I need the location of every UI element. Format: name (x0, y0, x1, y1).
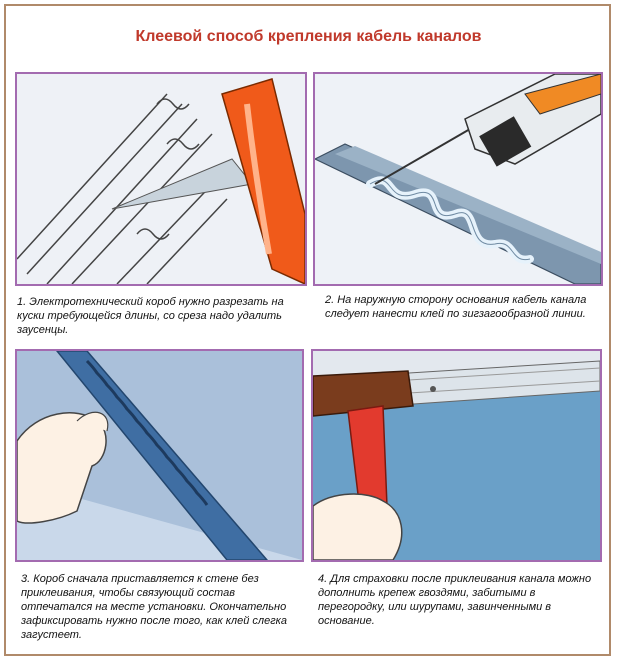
page-title: Клеевой способ крепления кабель каналов (135, 28, 482, 45)
step-4-caption: 4. Для страховки после приклеивания канала можно дополнить крепеж гвоздями, забитыми в перегородку, или шурупами, завинченными в основание. (318, 573, 592, 627)
step-1-caption: 1. Электротехнический короб нужно разрезать на куски требующейся длины, со среза надо удалить заусенцы. (17, 296, 284, 336)
step-2-illustration (313, 72, 603, 286)
step-1-illustration (15, 72, 307, 286)
step-3-caption: 3. Короб сначала приставляется к стене без приклеивания, чтобы связующий состав отпечатался на месте установки. Окончательно зафиксировать нужно после того, как клей слегка загустеет. (21, 573, 287, 641)
hand (313, 494, 402, 560)
nail-head (430, 386, 436, 392)
step-2-caption: 2. На наружную сторону основания кабель канала следует нанести клей по зигзагообразной линии. (325, 294, 587, 320)
step-3-illustration (15, 349, 304, 562)
step-4-illustration (311, 349, 602, 562)
